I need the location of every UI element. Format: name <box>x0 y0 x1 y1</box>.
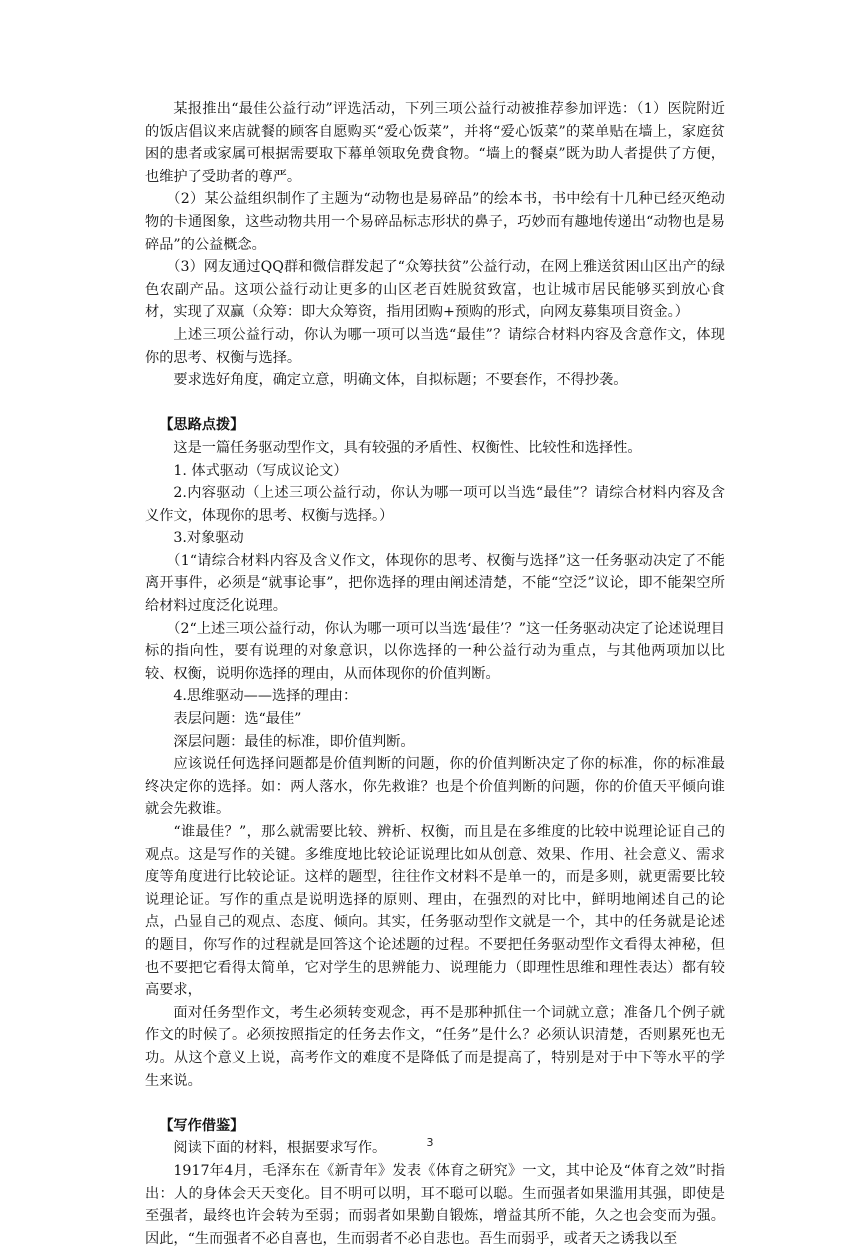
prompt-paragraph-5: 要求选好角度，确定立意，明确文体，自拟标题；不要套作，不得抄袭。 <box>173 372 628 389</box>
section2-paragraph: 1917年4月，毛泽东在《新青年》发表《体育之研究》一文，其中论及“体育之效”时指出：人的身体会天天变化。目不明可以明，耳不聪可以聪。生而强者如果滥用其强，即使是至强者，最终也许会转为至弱；而弱者如果勤自锻炼，增益其所不能，久之也会变而为强。因此，“生而强者不必自喜也，生而弱者不必自悲也。吾生而弱乎，或者天之诱我以至 <box>145 1162 725 1247</box>
section1-paragraph: 应该说任何选择问题都是价值判断的问题，你的价值判断决定了你的标准，你的标准最终决定你的选择。如：两人落水，你先救谁？也是个价值判断的问题，你的价值天平倾向谁就会先救谁。 <box>145 756 725 818</box>
prompt-paragraph-2: （2）某公益组织制作了主题为“动物也是易碎品”的绘本书，书中绘有十几种已经灭绝动物的卡通图象，这些动物共用一个易碎品标志形状的鼻子，巧妙而有趣地传递出“动物也是易碎品”的公益概念。 <box>145 191 725 253</box>
section1-paragraph: 3.对象驱动 <box>173 530 244 547</box>
section1-paragraph: 4.思维驱动——选择的理由： <box>173 688 358 705</box>
document-page <box>145 98 725 1250</box>
section1-paragraph: （2“上述三项公益行动，你认为哪一项可以当选‘最佳’？”这一任务驱动决定了论述说理目标的指向性，要有说理的对象意识，以你选择的一种公益行动为重点，与其他两项加以比较、权衡，说明你选择的理由，从而体现你的价值判断。 <box>145 620 725 682</box>
section1-paragraph: 深层问题：最佳的标准，即价值判断。 <box>173 733 415 750</box>
section-gap <box>145 1092 725 1115</box>
section1-paragraph: （1“请综合材料内容及含义作文，体现你的思考、权衡与选择”这一任务驱动决定了不能离开事件，必须是“就事论事”，把你选择的理由阐述清楚，不能“空泛”议论，即不能架空所给材料过度泛化说理。 <box>145 552 725 615</box>
section1-paragraph: 1. 体式驱动（写成议论文） <box>173 462 348 479</box>
section-heading-thinking: 【思路点拨】 <box>159 417 245 434</box>
section2-paragraph: 阅读下面的材料，根据要求写作。 <box>173 1140 387 1157</box>
prompt-paragraph-1: 某报推出“最佳公益行动”评选活动，下列三项公益行动被推荐参加评选：（1）医院附近的饭店倡议来店就餐的顾客自愿购买“爱心饭菜”，并将“爱心饭菜”的菜单贴在墙上，家庭贫困的患者或家属可根据需要取下幕单领取免费食物。“墙上的餐桌”既为助人者提供了方便，也维护了受助者的尊严。 <box>145 101 725 185</box>
section1-paragraph: “谁最佳？”，那么就需要比较、辨析、权衡，而且是在多维度的比较中说理论证自己的观点。这是写作的关键。多维度地比较论证说理比如从创意、效果、作用、社会意义、需求度等角度进行比较论证。这样的题型，往往作文材料不是单一的，而是多则，就更需要比较说理论证。写作的重点是说明选择的原则、理由，在强烈的对比中，鲜明地阐述自己的论点，凸显自己的观点、态度、倾向。其实，任务驱动型作文就是一个，其中的任务就是论述的题目，你写作的过程就是回答这个论述题的过程。不要把任务驱动型作文看得太神秘，但也不要把它看得太简单，它对学生的思辨能力、说理能力（即理性思维和理性表达）都有较高要求， <box>145 824 725 999</box>
section1-paragraph: 2.内容驱动（上述三项公益行动，你认为哪一项可以当选“最佳”？请综合材料内容及含义作文，体现你的思考、权衡与选择。） <box>145 485 725 524</box>
section-heading-writing: 【写作借鉴】 <box>159 1117 245 1134</box>
section1-paragraph: 这是一篇任务驱动型作文，具有较强的矛盾性、权衡性、比较性和选择性。 <box>173 439 642 456</box>
section1-paragraph: 表层问题：选“最佳” <box>173 711 302 728</box>
prompt-paragraph-4: 上述三项公益行动，你认为哪一项可以当选“最佳”？请综合材料内容及含意作文，体现你的思考、权衡与选择。 <box>145 326 725 366</box>
prompt-paragraph-3: （3）网友通过QQ群和微信群发起了“众筹扶贫”公益行动，在网上雅送贫困山区出产的绿色农副产品。这项公益行动让更多的山区老百姓脱贫致富，也让城市居民能够买到放心食材，实现了双赢（众筹：即大众筹资，指用团购+预购的形式，向网友募集项目资金。） <box>145 259 725 321</box>
page-number: 3 <box>426 1136 434 1149</box>
section-gap <box>145 392 725 415</box>
section1-paragraph: 面对任务型作文，考生必须转变观念，再不是那种抓住一个词就立意；准备几个例子就作文的时候了。必须按照指定的任务去作文，“任务”是什么？必须认识清楚，否则累死也无功。从这个意义上说，高考作文的难度不是降低了而是提高了，特别是对于中下等水平的学生来说。 <box>145 1004 725 1089</box>
